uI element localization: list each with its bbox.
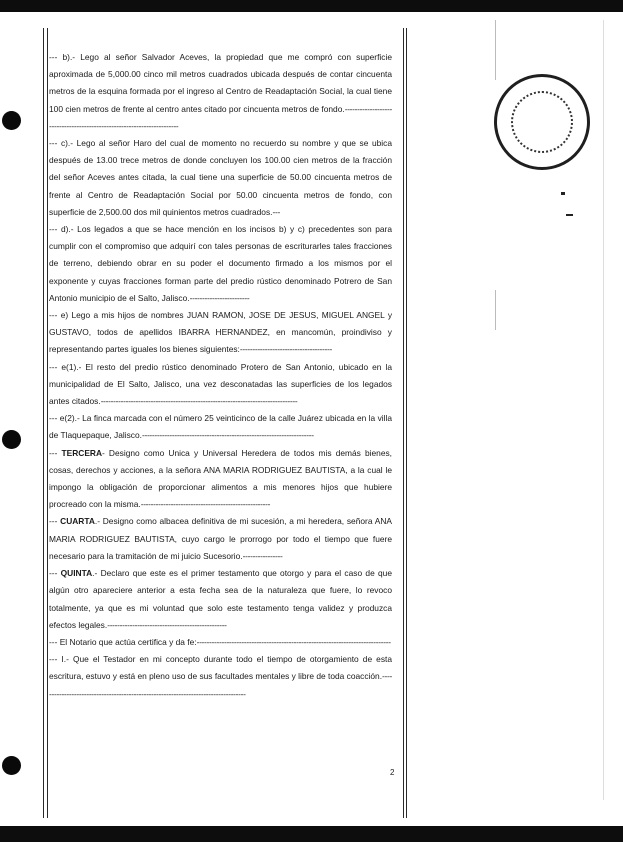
document-body <box>49 49 392 703</box>
clause-e2: --- e(2).- La finca marcada con el número 25 veinticinco de la calle Juárez ubicada en la villa de Tlaquepaque, Jalisco.--------------------------------------------------------------------- <box>49 413 393 441</box>
certification-item-1: --- I.- Que el Testador en mi concepto durante todo el tiempo de otorgamiento de esta escritura, estuvo y está en pleno uso de sus facultades mentales y libre de toda coacción.----------------------------------------------------------------------------------- <box>49 654 392 699</box>
punch-hole <box>2 756 21 775</box>
seal-emblem <box>511 91 573 153</box>
scan-mark <box>495 290 496 330</box>
clause-c: --- c).- Lego al señor Haro del cual de momento no recuerdo su nombre y que se ubica después de 13.00 trece metros de donde concluyen los 100.00 cien metros de la fracción del señor Aceves antes citada, la cual tiene una superficie de 50.00 cincuenta metros de frente al Centro de Readaptación Social por 50.00 cincuenta metros de fondo, con superficie de 2,500.00 dos mil quinientos metros cuadrados.--- <box>49 138 392 217</box>
right-margin-rule <box>406 28 407 818</box>
scan-mark <box>495 20 496 80</box>
notary-certification: --- El Notario que actúa certifica y da fe:------------------------------------------------------------------------------ <box>49 636 391 647</box>
clause-e1: --- e(1).- El resto del predio rústico denominado Protero de San Antonio, ubicado en la municipalidad de El Salto, Jalisco, una vez desconatadas las superficies de los legados antes citados.------------------------------------------------------------------------------- <box>49 361 392 407</box>
bottom-scan-border <box>0 826 623 842</box>
clause-d: --- d).- Los legados a que se hace mención en los incisos b) y c) precedentes son para cumplir con el compromiso que adquirí con tales personas de escriturarles tales fracciones de terreno, debiendo obrar en su poder el documento firmado a los mismos por el exponente y cuyas fracciones forman parte del predio rústico denominado Potrero de San Antonio municipio de el Salto, Jalisco.------------------------ <box>49 224 392 303</box>
punch-hole <box>2 430 21 449</box>
page-number: 2 <box>390 768 395 777</box>
top-scan-border <box>0 0 623 12</box>
ink-mark <box>561 192 565 195</box>
page-edge-shadow <box>603 20 604 800</box>
left-margin-rule <box>47 28 48 818</box>
clause-quinta: --- QUINTA.- Declaro que este es el primer testamento que otorgo y para el caso de que algún otro apareciere anterior a esta fecha sea de la naturaleza que fuere, lo revoco totalmente, ya que es mi voluntad que solo este testamento tenga validez y produzca efectos legales.------------------------------------------------ <box>49 568 392 630</box>
punch-hole <box>2 111 21 130</box>
ink-mark <box>566 214 573 216</box>
clause-cuarta: --- CUARTA.- Designo como albacea definitiva de mi sucesión, a mi heredera, señora ANA MARIA RODRIGUEZ BAUTISTA, cuyo cargo le prorrogo por todo el tiempo que fuere necesario para la tramitación de mi juicio Sucesorio.---------------- <box>49 516 392 561</box>
clause-b: --- b).- Lego al señor Salvador Aceves, la propiedad que me compró con superficie aproximada de 5,000.00 cinco mil metros cuadrados ubicada después de contar cincuenta metros de la esquina formada por el ingreso al Centro de Readaptación Social, la cual tiene 100 cien metros de frente al centro antes citado por cincuenta metros de fondo.----------------------------------------------------------------------- <box>49 52 392 131</box>
left-margin-rule <box>43 28 44 818</box>
right-margin-rule <box>403 28 404 818</box>
notary-seal <box>494 74 590 170</box>
clause-e: --- e) Lego a mis hijos de nombres JUAN RAMON, JOSE DE JESUS, MIGUEL ANGEL y GUSTAVO, todos de apellidos IBARRA HERNANDEZ, en mancomún, proindiviso y representando partes iguales los bienes siguientes:------------------------------------- <box>49 310 393 355</box>
clause-tercera: --- TERCERA- Designo como Unica y Universal Heredera de todos mis demás bienes, cosas, derechos y acciones, a la señora ANA MARIA RODRIGUEZ BAUTISTA, a la cual le impongo la obligación de proporcionar alimentos a mis menores hijos que hubiere procreado con la misma.---------------------------------------------------- <box>49 447 392 510</box>
